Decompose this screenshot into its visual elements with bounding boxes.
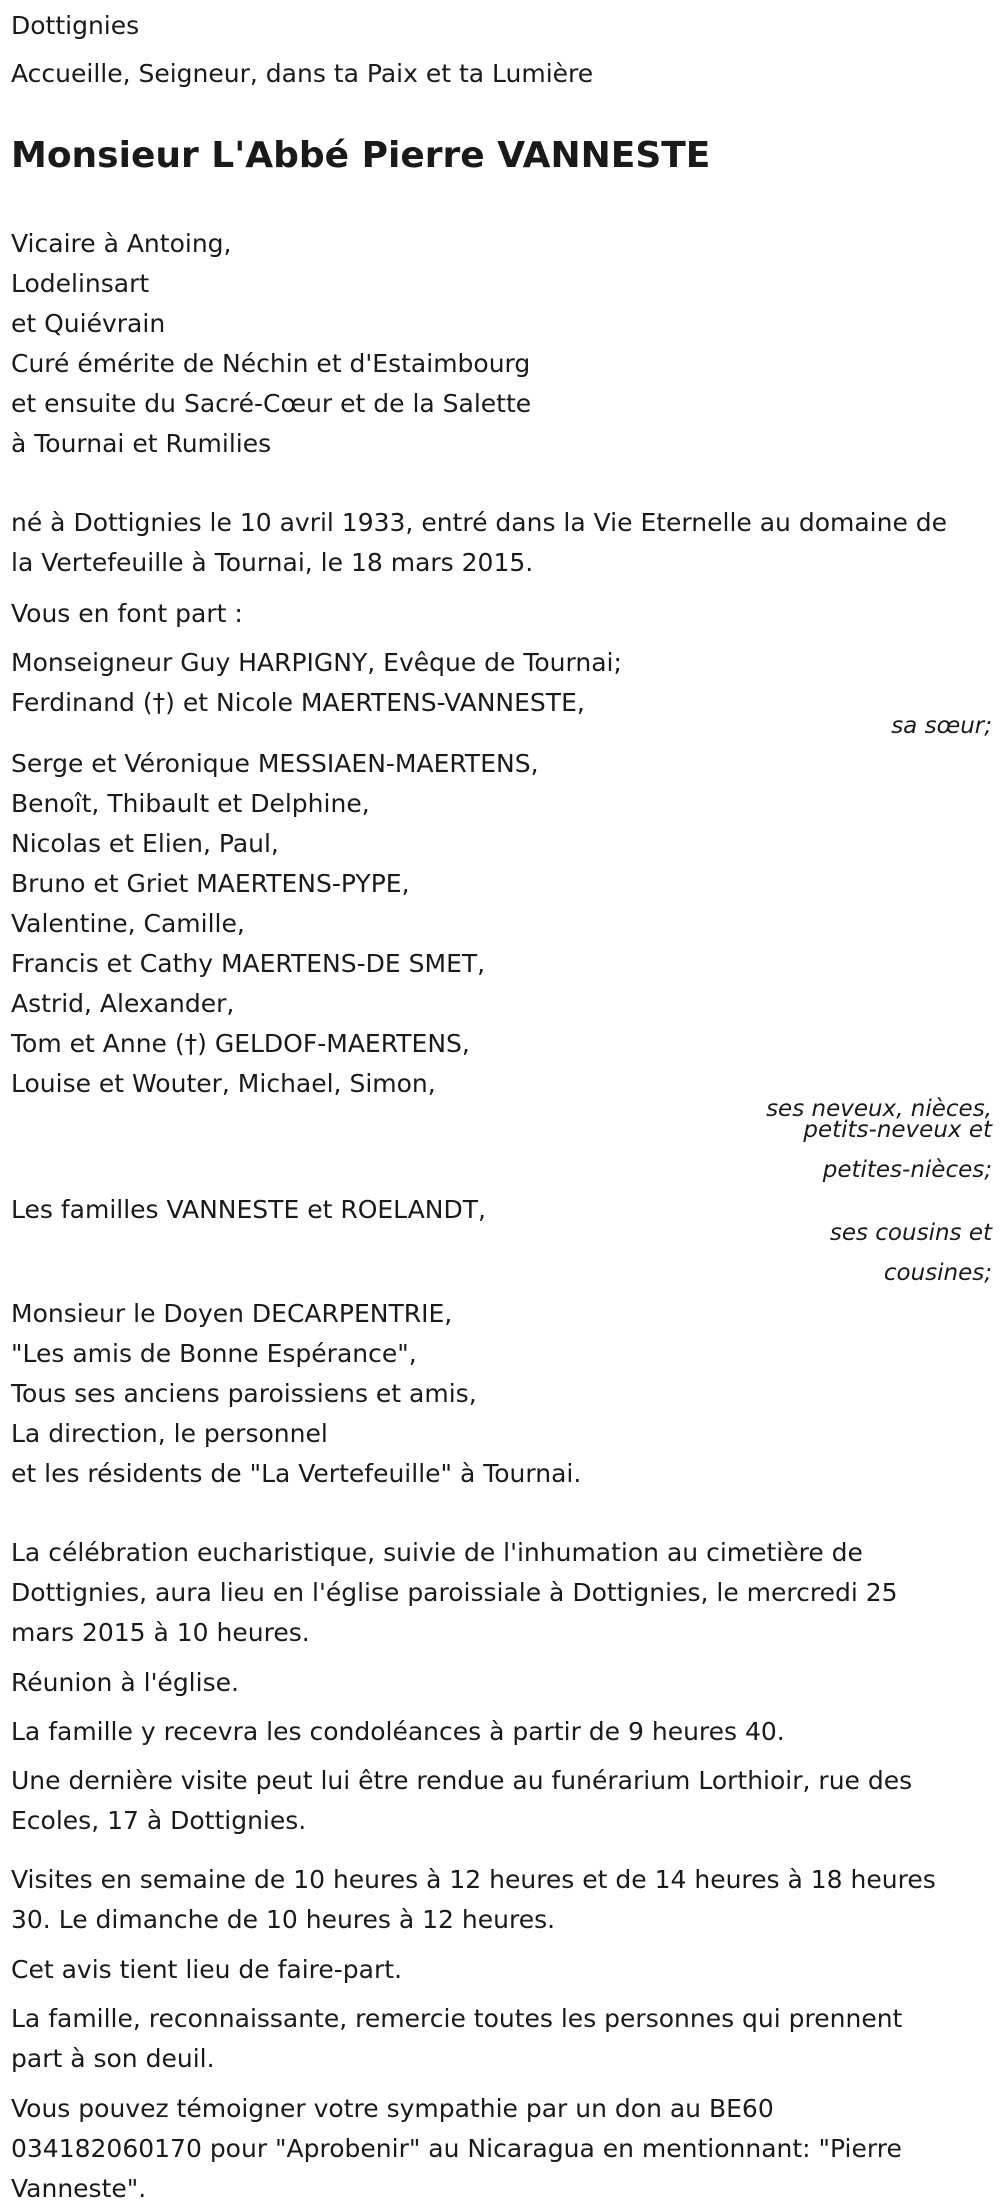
meeting-line: Réunion à l'église. bbox=[11, 1668, 239, 1697]
ministry-line: et ensuite du Sacré-Cœur et de la Salette bbox=[11, 389, 532, 418]
donation-line: 034182060170 pour "Aprobenir" au Nicaragua en mentionnant: "Pierre bbox=[11, 2134, 902, 2163]
ceremony-line: Dottignies, aura lieu en l'église paroissiale à Dottignies, le mercredi 25 bbox=[11, 1578, 898, 1607]
notice-line: Cet avis tient lieu de faire-part. bbox=[11, 1955, 403, 1984]
other-mourner-line: et les résidents de "La Vertefeuille" à Tournai. bbox=[11, 1459, 582, 1488]
other-mourner-line: Monsieur le Doyen DECARPENTRIE, bbox=[11, 1299, 453, 1328]
visiting-hours-line: 30. Le dimanche de 10 heures à 12 heures. bbox=[11, 1905, 556, 1934]
announcement-line: Vous en font part : bbox=[11, 599, 243, 628]
cousins-line: Les familles VANNESTE et ROELANDT, bbox=[11, 1195, 486, 1224]
sister-relation-label: sa sœur; bbox=[891, 713, 992, 739]
ministry-line: à Tournai et Rumilies bbox=[11, 429, 272, 458]
sister-line: Ferdinand (†) et Nicole MAERTENS-VANNESTE, bbox=[11, 688, 585, 717]
other-mourner-line: Tous ses anciens paroissiens et amis, bbox=[11, 1379, 477, 1408]
other-mourner-line: "Les amis de Bonne Espérance", bbox=[11, 1339, 417, 1368]
ceremony-line: La célébration eucharistique, suivie de l'inhumation au cimetière de bbox=[11, 1538, 863, 1567]
location-line: Dottignies bbox=[11, 11, 140, 40]
visit-line: Une dernière visite peut lui être rendue au funérarium Lorthioir, rue des bbox=[11, 1766, 913, 1795]
birth-death-line: la Vertefeuille à Tournai, le 18 mars 2015. bbox=[11, 548, 534, 577]
bishop-line: Monseigneur Guy HARPIGNY, Evêque de Tournai; bbox=[11, 648, 622, 677]
visiting-hours-line: Visites en semaine de 10 heures à 12 heures et de 14 heures à 18 heures bbox=[11, 1865, 936, 1894]
donation-line: Vous pouvez témoigner votre sympathie par un don au BE60 bbox=[11, 2094, 774, 2123]
ministry-line: Curé émérite de Néchin et d'Estaimbourg bbox=[11, 349, 531, 378]
condolences-line: La famille y recevra les condoléances à partir de 9 heures 40. bbox=[11, 1717, 785, 1746]
thanks-line: part à son deuil. bbox=[11, 2044, 215, 2073]
deceased-name-title: Monsieur L'Abbé Pierre VANNESTE bbox=[11, 135, 711, 176]
nephew-line: Valentine, Camille, bbox=[11, 909, 245, 938]
donation-line: Vanneste". bbox=[11, 2174, 147, 2203]
nephew-line: Bruno et Griet MAERTENS-PYPE, bbox=[11, 869, 410, 898]
ministry-line: et Quiévrain bbox=[11, 309, 166, 338]
prayer-line: Accueille, Seigneur, dans ta Paix et ta Lumière bbox=[11, 59, 594, 88]
nephew-line: Tom et Anne (†) GELDOF-MAERTENS, bbox=[11, 1029, 470, 1058]
ministry-line: Lodelinsart bbox=[11, 269, 150, 298]
other-mourner-line: La direction, le personnel bbox=[11, 1419, 328, 1448]
ceremony-line: mars 2015 à 10 heures. bbox=[11, 1618, 310, 1647]
nephew-line: Nicolas et Elien, Paul, bbox=[11, 829, 279, 858]
nephew-line: Louise et Wouter, Michael, Simon, bbox=[11, 1069, 436, 1098]
nephew-line: Astrid, Alexander, bbox=[11, 989, 235, 1018]
nephew-line: Francis et Cathy MAERTENS-DE SMET, bbox=[11, 949, 486, 978]
cousins-relation-label: cousines; bbox=[883, 1260, 992, 1286]
visit-line: Ecoles, 17 à Dottignies. bbox=[11, 1806, 307, 1835]
nephew-line: Serge et Véronique MESSIAEN-MAERTENS, bbox=[11, 749, 539, 778]
birth-death-line: né à Dottignies le 10 avril 1933, entré dans la Vie Eternelle au domaine de bbox=[11, 508, 948, 537]
nephews-relation-label: petites-nièces; bbox=[822, 1157, 992, 1183]
nephews-relation-label: ses neveux, nièces, bbox=[766, 1096, 992, 1122]
ministry-line: Vicaire à Antoing, bbox=[11, 229, 232, 258]
nephew-line: Benoît, Thibault et Delphine, bbox=[11, 789, 370, 818]
thanks-line: La famille, reconnaissante, remercie toutes les personnes qui prennent bbox=[11, 2004, 903, 2033]
nephews-relation-label: petits-neveux et bbox=[803, 1117, 992, 1143]
cousins-relation-label: ses cousins et bbox=[829, 1220, 992, 1246]
